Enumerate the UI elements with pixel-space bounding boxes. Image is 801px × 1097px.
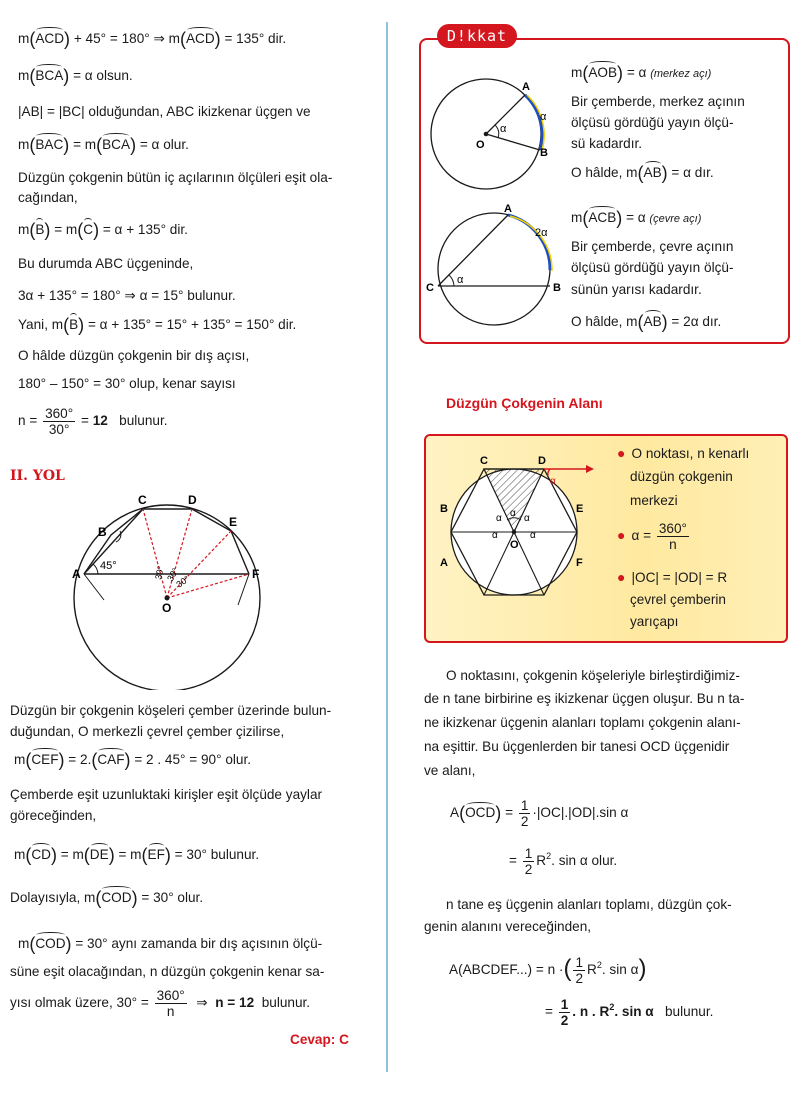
label-b-central: B [540, 147, 548, 159]
section-second-way: II. YOL [10, 468, 65, 484]
label-e-hex: E [576, 503, 584, 515]
text-isosceles: |AB| = |BC| olduğundan, ABC ikizkenar üçgen ve [18, 104, 311, 119]
radius-oc [143, 509, 167, 598]
bullet-center-3: merkezi [630, 493, 678, 508]
eq-cod-30: Dolayısıyla, m(COD) = 30° olur. [10, 888, 204, 908]
eq-cd-de-ef: m(CD) = m(DE) = m(EF) = 30° bulunur. [14, 845, 260, 865]
text-interior-angles-cont: cağından, [18, 190, 78, 205]
label-2alpha: 2α [535, 227, 548, 239]
eq-area-polygon: A(ABCDEF...) = n ·( $\frac{1}{2}$ $R^2$. sin α) [449, 955, 647, 986]
label-alpha-left-top: α [496, 513, 502, 524]
label-d-hex: D [538, 455, 546, 467]
column-divider [386, 22, 388, 1072]
angle-arc-inscribed [449, 275, 454, 286]
text-area-2: de n tane birbirine eş ikizkenar üçgen oluşur. Bu n ta- [424, 691, 745, 706]
bullet-alpha: ● α = $\frac{360^\circ}{n}$ [617, 521, 687, 552]
bullet-icon: ● [617, 445, 626, 461]
label-o: O [162, 601, 172, 615]
label-b-hex: B [440, 503, 448, 515]
text-inscribed-2: ölçüsü gördüğü yayın ölçü- [571, 260, 734, 275]
bullet-icon: ● [617, 527, 626, 544]
text-total-2: genin alanını vereceğinden, [424, 919, 592, 934]
label-c-hex: C [480, 455, 488, 467]
label-alpha-inscribed: α [457, 274, 464, 286]
radius-ob [486, 134, 540, 150]
chord-ca [438, 215, 508, 286]
label-45: 45° [100, 560, 117, 572]
text-exterior-angle: O hâlde düzgün çokgenin bir dış açısı, [18, 348, 250, 363]
eq-b-c: m(B) = m(C) = α + 135° dir. [18, 220, 188, 240]
label-alpha-top: α [510, 508, 516, 519]
center-o-hex [512, 530, 517, 535]
eq-acb: m(ACB) = α (çevre açı) [571, 208, 702, 228]
label-c-inscribed: C [426, 282, 434, 294]
eq-ab-2alpha: O hâlde, m(AB) = 2α dır. [571, 312, 722, 332]
label-alpha-right-top: α [524, 513, 530, 524]
eq-bca: m(BCA) = α olsun. [18, 66, 133, 86]
eq-b-150: Yani, m(B) = α + 135° = 15° + 135° = 150° dir. [18, 315, 297, 335]
label-a: A [72, 567, 81, 581]
text-vertices-circle: Düzgün bir çokgenin köşeleri çember üzerinde bulun- [10, 703, 332, 718]
eq-area-r2: = $\frac{1}{2}$ $R^2$. sin α olur. [509, 846, 618, 877]
label-alpha-arc: α [540, 111, 547, 123]
bullet-radius-1: ● |OC| = |OD| = R [617, 569, 728, 585]
arrow-head [586, 465, 594, 473]
text-abc-triangle: Bu durumda ABC üçgeninde, [18, 256, 194, 271]
eq-cef-90: m(CEF) = 2.(CAF) = 2 . 45° = 90° olur. [14, 750, 252, 770]
text-central-1: Bir çemberde, merkez açının [571, 94, 745, 109]
figure-inscribed-polygon [60, 490, 280, 690]
text-inscribed-1: Bir çemberde, çevre açının [571, 239, 734, 254]
angle-arc-a [93, 564, 98, 574]
eq-area-final: = $\frac{1}{2}$ . n . $R^2$. sin α bulunur. [545, 997, 714, 1028]
figure-central-angle [428, 74, 568, 204]
text-total-1: n tane eş üçgenin alanları toplamı, düzgün çok- [446, 897, 732, 912]
eq-alpha-15: 3α + 135° = 180° ⇒ α = 15° bulunur. [18, 288, 236, 303]
arc-ab-2alpha-yellow [510, 216, 552, 271]
eq-n-12: n = $\frac{360^\circ}{30^\circ}$ = 12 bulunur. [18, 406, 168, 437]
tick-a [84, 574, 104, 600]
eq-acd: m(ACD) + 45° = 180° ⇒ m(ACD) = 135° dir. [18, 29, 287, 49]
bullet-center-2: düzgün çokgenin [630, 469, 733, 484]
text-interior-angles: Düzgün çokgenin bütün iç açılarının ölçüleri eşit ola- [18, 170, 333, 185]
text-area-5: ve alanı, [424, 763, 476, 778]
angle-arc-central [495, 125, 499, 138]
bullet-center-1: ● O noktası, n kenarlı [617, 445, 750, 461]
radius-oe [167, 531, 231, 598]
attention-tab: D!kkat [437, 24, 517, 48]
label-30-a: 30° [153, 565, 166, 581]
bullet-icon: ● [617, 569, 626, 585]
eq-bac-bca: m(BAC) = m(BCA) = α olur. [18, 135, 189, 155]
center-point [165, 596, 170, 601]
eq-exterior-30: 180° – 150° = 30° olup, kenar sayısı [18, 376, 236, 391]
text-side-count: süne eşit olacağından, n düzgün çokgenin kenar sa- [10, 964, 325, 979]
figure-inscribed-angle [424, 204, 569, 334]
text-central-3: sü kadardır. [571, 136, 643, 151]
text-equal-chords: Çemberde eşit uzunluktaki kirişler eşit ölçüde yaylar [10, 787, 323, 802]
text-inscribed-3: sünün yarısı kadardır. [571, 282, 702, 297]
label-a-hex: A [440, 557, 448, 569]
label-o-central: O [476, 139, 485, 151]
eq-n-12-final: yısı olmak üzere, 30° = $\frac{360^\circ}{n}$ ⇒ n = 12 bulunur. [10, 988, 311, 1019]
label-a-central: A [522, 81, 530, 93]
text-area-1: O noktasını, çokgenin köşeleriyle birleştirdiğimiz- [446, 668, 740, 683]
center-o [484, 132, 489, 137]
label-30-c: 30° [174, 573, 192, 590]
answer-label: Cevap: C [290, 1032, 349, 1047]
eq-area-ocd: A(OCD) = $\frac{1}{2}$ ·|OC|.|OD|.sin α [450, 798, 629, 829]
text-equal-chords-cont: göreceğinden, [10, 808, 97, 823]
label-30-b: 30° [165, 566, 181, 583]
label-a-inscribed: A [504, 204, 512, 215]
text-vertices-circle-cont: duğundan, O merkezli çevrel çember çizilirse, [10, 724, 285, 739]
exterior-angle-arc [548, 469, 550, 476]
label-d: D [188, 493, 197, 507]
text-central-2: ölçüsü gördüğü yayın ölçü- [571, 115, 734, 130]
label-alpha-left: α [492, 530, 498, 541]
figure-hexagon [436, 452, 606, 602]
label-alpha-exterior: α [550, 476, 556, 487]
section-area-title: Düzgün Çokgenin Alanı [446, 395, 603, 411]
label-b-inscribed: B [553, 282, 561, 294]
eq-ab-alpha: O hâlde, m(AB) = α dır. [571, 163, 714, 183]
bullet-radius-3: yarıçapı [630, 614, 679, 629]
arc-ab-2alpha-blue [508, 215, 550, 270]
label-o-hex: O [510, 539, 519, 551]
label-c: C [138, 493, 147, 507]
eq-cod-exterior: m(COD) = 30° aynı zamanda bir dış açısının ölçü- [18, 934, 323, 954]
label-f-hex: F [576, 557, 583, 569]
label-b: B [98, 525, 107, 539]
label-alpha-right: α [530, 530, 536, 541]
label-e: E [229, 515, 238, 529]
label-alpha-central: α [500, 123, 507, 135]
eq-aob: m(AOB) = α (merkez açı) [571, 63, 712, 83]
bullet-radius-2: çevrel çemberin [630, 592, 726, 607]
tick-f [238, 574, 249, 605]
label-f: F [252, 567, 260, 581]
text-area-3: ne ikizkenar üçgenin alanları toplamı çokgenin alanı- [424, 715, 741, 730]
text-area-4: na eşittir. Bu üçgenlerden bir tanesi OCD üçgenidir [424, 739, 730, 754]
